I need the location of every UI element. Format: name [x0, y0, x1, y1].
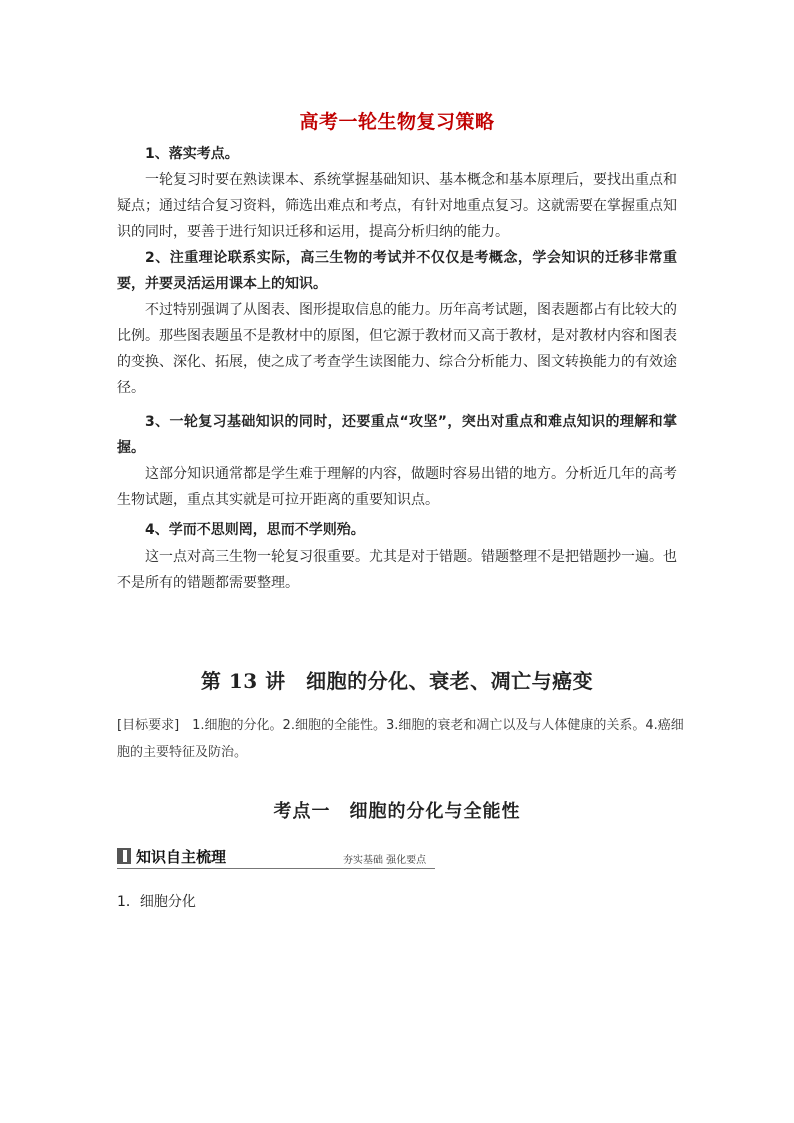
section-2-body: 不过特别强调了从图表、图形提取信息的能力。历年高考试题，图表题都占有比较大的比例。那些图表题虽不是教材中的原图，但它源于教材而又高于教材，是对教材内容和图表的变换、深化、拓展，使之成了考查学生读图能力、综合分析能力、图文转换能力的有效途径。 — [117, 302, 677, 396]
lecture-title: 第 13 讲 细胞的分化、衰老、凋亡与癌变 — [200, 669, 594, 693]
list-item-1: 1．细胞分化 — [117, 894, 196, 910]
document-title: 高考一轮生物复习策略 — [299, 111, 495, 133]
section-3-heading: 3、一轮复习基础知识的同时，还要重点“攻坚”，突出对重点和难点知识的理解和掌握。 — [117, 414, 677, 456]
section-4-body: 这一点对高三生物一轮复习很重要。尤其是对于错题。错题整理不是把错题抄一遍。也不是所有的错题都需要整理。 — [117, 549, 677, 591]
knowledge-banner — [117, 846, 435, 869]
section-4-heading: 4、学而不思则罔，思而不学则殆。 — [145, 522, 365, 538]
banner-marker-icon — [117, 848, 131, 864]
banner-label: 知识自主梳理 — [136, 848, 227, 866]
learning-goals: [目标要求] 1.细胞的分化。2.细胞的全能性。3.细胞的衰老和凋亡以及与人体健康的关系。4.癌细胞的主要特征及防治。 — [117, 718, 684, 760]
section-1-heading: 1、落实考点。 — [145, 146, 239, 162]
section-3-body: 这部分知识通常都是学生难于理解的内容，做题时容易出错的地方。分析近几年的高考生物试题，重点其实就是可拉开距离的重要知识点。 — [117, 466, 677, 508]
section-1-body: 一轮复习时要在熟读课本、系统掌握基础知识、基本概念和基本原理后，要找出重点和疑点；通过结合复习资料，筛选出难点和考点，有针对地重点复习。这就需要在掌握重点知识的同时，要善于进行知识迁移和运用，提高分析归纳的能力。 — [117, 172, 677, 240]
exam-point-title: 考点一 细胞的分化与全能性 — [273, 801, 521, 822]
banner-subtitle: 夯实基础 强化要点 — [343, 855, 427, 866]
section-2-heading: 2、注重理论联系实际，高三生物的考试并不仅仅是考概念，学会知识的迁移非常重要，并要灵活运用课本上的知识。 — [117, 250, 677, 292]
